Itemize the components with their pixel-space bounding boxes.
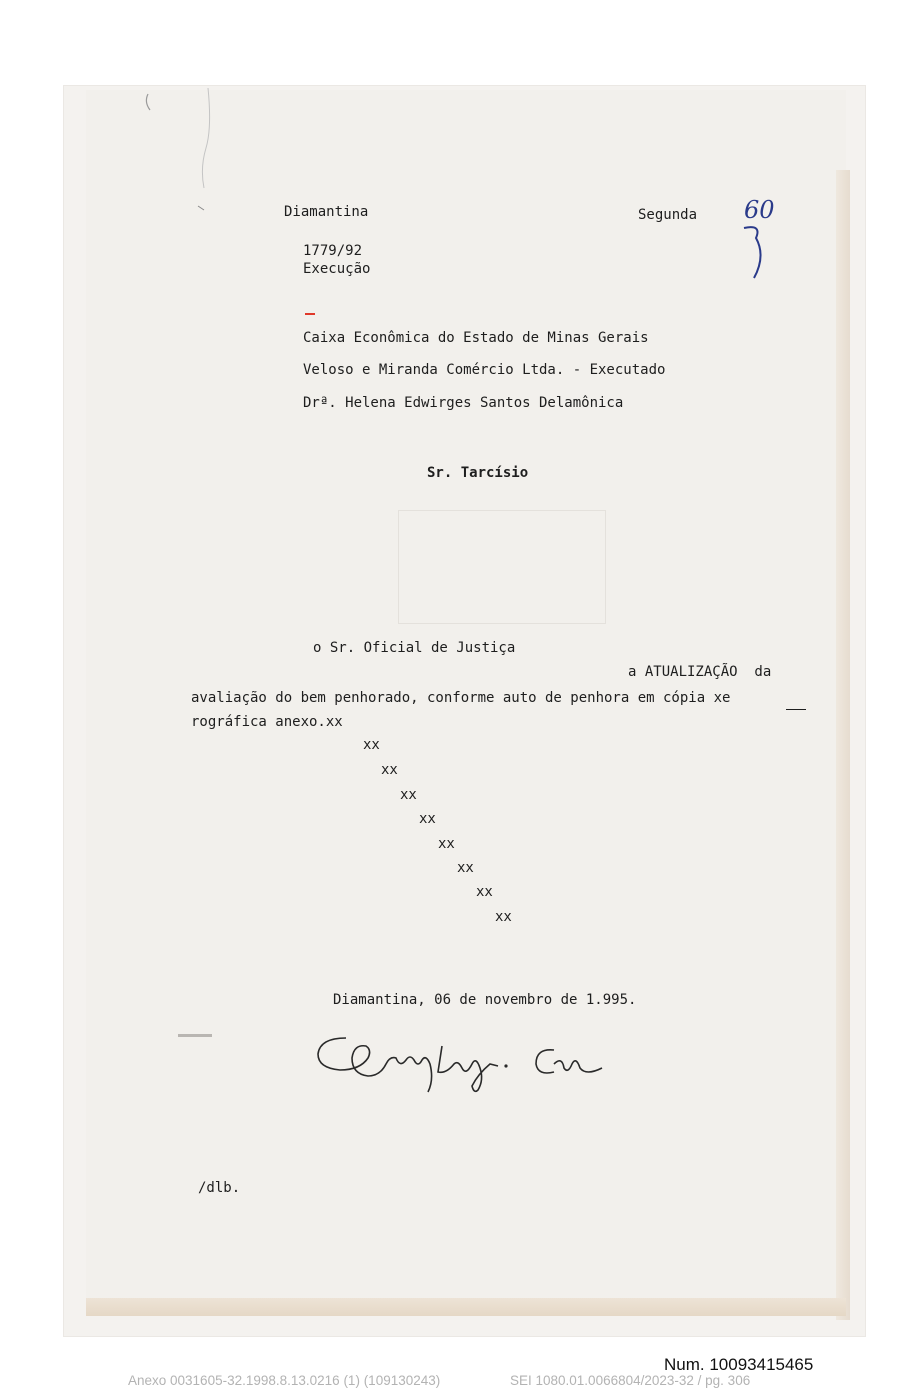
footer-num: Num. 10093415465 [664,1355,814,1374]
red-mark [305,313,315,315]
signature [310,1020,620,1100]
fill-mark: xx [438,836,455,852]
advogada: Drª. Helena Edwirges Santos Delamônica [303,395,624,411]
paper-edge-right [836,170,850,1320]
body-line-1: o Sr. Oficial de Justiça [313,640,516,656]
executado: Veloso e Miranda Comércio Ltda. - Executado [303,362,666,378]
fill-mark: xx [400,787,417,803]
page-number-handwritten: 60 [744,196,775,224]
fill-mark: xx [381,762,398,778]
underline-mark [786,709,806,710]
date-line: Diamantina, 06 de novembro de 1.995. [333,992,637,1008]
comarca: Diamantina [284,204,369,220]
fill-mark: xx [419,811,436,827]
paper-edge-bottom [86,1298,846,1316]
body-line-3: avaliação do bem penhorado, conforme auto de penhora em cópia xe [191,690,731,706]
body-line-4: rográfica anexo.xx [191,714,343,730]
processo-numero: 1779/92 [303,243,363,259]
fill-mark: xx [476,884,493,900]
faint-stamp-box [398,510,606,624]
footer-ref-left: Anexo 0031605-32.1998.8.13.0216 (1) (109130243) [128,1373,441,1388]
initials: /dlb. [198,1180,241,1196]
exequente: Caixa Econômica do Estado de Minas Gerais [303,330,649,346]
gray-dash [178,1034,212,1037]
footer-ref-right: SEI 1080.01.0066804/2023-32 / pg. 306 [510,1373,751,1388]
handwritten-bracket [738,222,778,292]
processo-tipo: Execução [303,261,371,277]
fill-mark: xx [457,860,474,876]
body-line-2: a ATUALIZAÇÃO da [628,664,772,680]
fill-mark: xx [495,909,512,925]
pencil-marks [140,88,230,288]
vara: Segunda [638,207,698,223]
destinatario: Sr. Tarcísio [427,465,529,481]
fill-mark: xx [363,737,380,753]
